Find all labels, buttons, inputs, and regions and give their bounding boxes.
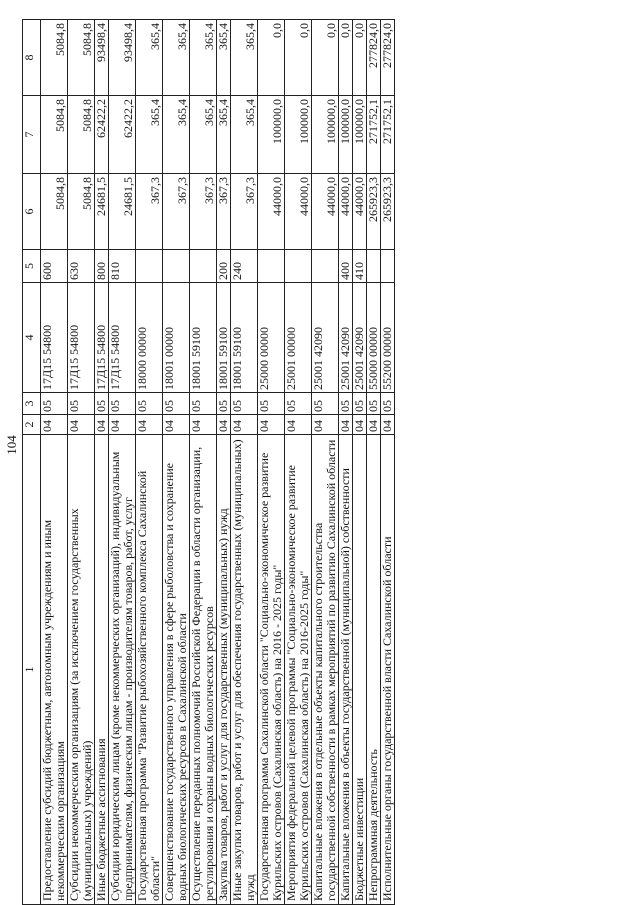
- subsection-code: 05: [68, 393, 95, 415]
- subsection-code: 05: [381, 393, 395, 415]
- column-header: 8: [23, 20, 41, 96]
- subsection-code: 05: [163, 393, 190, 415]
- expense-type-code: [381, 250, 395, 283]
- subsection-code: 05: [258, 393, 285, 415]
- subsection-code: 05: [136, 393, 163, 415]
- amount-year-2: 365,4: [136, 96, 163, 174]
- column-header: 1: [23, 435, 41, 905]
- section-code: 04: [68, 415, 95, 435]
- amount-year-3: 0,0: [312, 20, 339, 96]
- amount-year-2: 365,4: [231, 96, 258, 174]
- target-article-code: 55200 00000: [381, 283, 395, 393]
- target-article-code: 55000 00000: [367, 283, 381, 393]
- section-code: 04: [367, 415, 381, 435]
- section-code: 04: [217, 415, 231, 435]
- target-article-code: 25001 42090: [353, 283, 367, 393]
- target-article-code: 17Д15 54800: [109, 283, 136, 393]
- target-article-code: 18001 59100: [190, 283, 217, 393]
- section-code: 04: [285, 415, 312, 435]
- section-code: 04: [136, 415, 163, 435]
- amount-year-3: 365,4: [190, 20, 217, 96]
- amount-year-3: 277824,0: [381, 20, 395, 96]
- section-code: 04: [312, 415, 339, 435]
- amount-year-3: 365,4: [231, 20, 258, 96]
- subsection-code: 05: [312, 393, 339, 415]
- table-row: [95, 20, 109, 905]
- amount-year-2: 100000,0: [353, 96, 367, 174]
- amount-year-1: 5084,8: [68, 174, 95, 250]
- table-row: [231, 20, 258, 905]
- target-article-code: 18001 59100: [217, 283, 231, 393]
- expense-type-code: 200: [217, 250, 231, 283]
- subsection-code: 05: [231, 393, 258, 415]
- row-name: Капитальные вложения в отдельные объекты капитального строительства государственной собственности в рамках мероприятий по развитию Сахалинской области: [312, 435, 339, 905]
- target-article-code: 18001 59100: [231, 283, 258, 393]
- row-name: Капитальные вложения в объекты государственной (муниципальной) собственности: [339, 435, 353, 905]
- amount-year-3: 0,0: [258, 20, 285, 96]
- amount-year-1: 367,3: [217, 174, 231, 250]
- target-article-code: 25001 00000: [285, 283, 312, 393]
- expense-type-code: [136, 250, 163, 283]
- amount-year-3: 365,4: [136, 20, 163, 96]
- amount-year-1: 44000,0: [285, 174, 312, 250]
- subsection-code: 05: [367, 393, 381, 415]
- amount-year-1: 5084,8: [41, 174, 68, 250]
- section-code: 04: [258, 415, 285, 435]
- amount-year-2: 5084,8: [68, 96, 95, 174]
- target-article-code: 25001 42090: [339, 283, 353, 393]
- row-name: Непрограммная деятельность: [367, 435, 381, 905]
- expense-type-code: 810: [109, 250, 136, 283]
- row-name: Иные бюджетные ассигнования: [95, 435, 109, 905]
- table-row: [258, 20, 285, 905]
- table-row: [190, 20, 217, 905]
- budget-table: [22, 19, 395, 905]
- amount-year-1: 265923,3: [381, 174, 395, 250]
- expense-type-code: 410: [353, 250, 367, 283]
- row-name: Бюджетные инвестиции: [353, 435, 367, 905]
- subsection-code: 05: [285, 393, 312, 415]
- table-row: [136, 20, 163, 905]
- amount-year-1: 44000,0: [353, 174, 367, 250]
- expense-type-code: [285, 250, 312, 283]
- row-name: Государственная программа Сахалинской области "Социально-экономическое развитие Курильских островов (Сахалинская область) на 2016 - 2025 годы": [258, 435, 285, 905]
- amount-year-1: 367,3: [136, 174, 163, 250]
- subsection-code: 05: [217, 393, 231, 415]
- expense-type-code: 240: [231, 250, 258, 283]
- row-name: Совершенствование государственного управления в сфере рыболовства и сохранение водных биологических ресурсов в Сахалинской области: [163, 435, 190, 905]
- target-article-code: 18000 00000: [136, 283, 163, 393]
- table-row: [68, 20, 95, 905]
- amount-year-3: 5084,8: [41, 20, 68, 96]
- subsection-code: 05: [41, 393, 68, 415]
- amount-year-3: 365,4: [163, 20, 190, 96]
- target-article-code: 17Д15 54800: [95, 283, 109, 393]
- table-row: [353, 20, 367, 905]
- amount-year-1: 24681,5: [95, 174, 109, 250]
- table-row: [285, 20, 312, 905]
- section-code: 04: [381, 415, 395, 435]
- expense-type-code: [367, 250, 381, 283]
- column-header: 6: [23, 174, 41, 250]
- section-code: 04: [190, 415, 217, 435]
- amount-year-1: 367,3: [231, 174, 258, 250]
- amount-year-2: 100000,0: [339, 96, 353, 174]
- amount-year-2: 100000,0: [285, 96, 312, 174]
- table-body: [41, 20, 395, 905]
- amount-year-1: 367,3: [190, 174, 217, 250]
- expense-type-code: [258, 250, 285, 283]
- subsection-code: 05: [339, 393, 353, 415]
- amount-year-2: 365,4: [190, 96, 217, 174]
- amount-year-3: 365,4: [217, 20, 231, 96]
- section-code: 04: [163, 415, 190, 435]
- table-row: [217, 20, 231, 905]
- subsection-code: 05: [109, 393, 136, 415]
- amount-year-1: 44000,0: [258, 174, 285, 250]
- row-name: Закупка товаров, работ и услуг для государственных (муниципальных) нужд: [217, 435, 231, 905]
- subsection-code: 05: [190, 393, 217, 415]
- amount-year-3: 93498,4: [95, 20, 109, 96]
- table-row: [381, 20, 395, 905]
- table-row: [163, 20, 190, 905]
- section-code: 04: [41, 415, 68, 435]
- table-row: [109, 20, 136, 905]
- amount-year-2: 5084,8: [41, 96, 68, 174]
- expense-type-code: 630: [68, 250, 95, 283]
- column-header: 2: [23, 415, 41, 435]
- target-article-code: 17Д15 54800: [68, 283, 95, 393]
- target-article-code: 25000 00000: [258, 283, 285, 393]
- amount-year-3: 277824,0: [367, 20, 381, 96]
- row-name: Субсидии юридическим лицам (кроме некоммерческих организаций), индивидуальным предпринимателям, физическим лицам - производителям товаров, работ, услуг: [109, 435, 136, 905]
- target-article-code: 18001 00000: [163, 283, 190, 393]
- amount-year-3: 0,0: [285, 20, 312, 96]
- table-row: [41, 20, 68, 905]
- row-name: Предоставление субсидий бюджетным, автономным учреждениям и иным некоммерческим организациям: [41, 435, 68, 905]
- section-code: 04: [339, 415, 353, 435]
- amount-year-3: 93498,4: [109, 20, 136, 96]
- column-header: 7: [23, 96, 41, 174]
- amount-year-3: 5084,8: [68, 20, 95, 96]
- table-row: [367, 20, 381, 905]
- amount-year-1: 44000,0: [339, 174, 353, 250]
- table-row: [339, 20, 353, 905]
- section-code: 04: [95, 415, 109, 435]
- column-header: 3: [23, 393, 41, 415]
- page-number: 104: [4, 435, 19, 455]
- expense-type-code: 400: [339, 250, 353, 283]
- row-name: Иные закупки товаров, работ и услуг для обеспечения государственных (муниципальных) нужд: [231, 435, 258, 905]
- amount-year-2: 100000,0: [312, 96, 339, 174]
- target-article-code: 25001 42090: [312, 283, 339, 393]
- row-name: Государственная программа "Развитие рыбохозяйственного комплекса Сахалинской области": [136, 435, 163, 905]
- amount-year-1: 24681,5: [109, 174, 136, 250]
- row-name: Осуществление переданных полномочий Российской Федерации в области организации, регулирования и охраны водных биологических ресурсов: [190, 435, 217, 905]
- amount-year-2: 271752,1: [367, 96, 381, 174]
- subsection-code: 05: [95, 393, 109, 415]
- expense-type-code: [312, 250, 339, 283]
- amount-year-2: 100000,0: [258, 96, 285, 174]
- row-name: Субсидии некоммерческим организациям (за исключением государственных (муниципальных) учреждений): [68, 435, 95, 905]
- expense-type-code: [190, 250, 217, 283]
- amount-year-3: 0,0: [353, 20, 367, 96]
- amount-year-2: 271752,1: [381, 96, 395, 174]
- expense-type-code: 800: [95, 250, 109, 283]
- amount-year-3: 0,0: [339, 20, 353, 96]
- subsection-code: 05: [353, 393, 367, 415]
- expense-type-code: [163, 250, 190, 283]
- section-code: 04: [231, 415, 258, 435]
- amount-year-2: 365,4: [163, 96, 190, 174]
- column-header: 4: [23, 283, 41, 393]
- row-name: Исполнительные органы государственной власти Сахалинской области: [381, 435, 395, 905]
- table-row: [312, 20, 339, 905]
- row-name: Мероприятия федеральной целевой программы "Социально-экономическое развитие Курильских островов (Сахалинская область) на 2016-2025 годы": [285, 435, 312, 905]
- header-row: [23, 20, 41, 905]
- section-code: 04: [353, 415, 367, 435]
- amount-year-1: 265923,3: [367, 174, 381, 250]
- section-code: 04: [109, 415, 136, 435]
- amount-year-1: 367,3: [163, 174, 190, 250]
- amount-year-2: 365,4: [217, 96, 231, 174]
- amount-year-2: 62422,2: [109, 96, 136, 174]
- target-article-code: 17Д15 54800: [41, 283, 68, 393]
- amount-year-2: 62422,2: [95, 96, 109, 174]
- amount-year-1: 44000,0: [312, 174, 339, 250]
- column-header: 5: [23, 250, 41, 283]
- expense-type-code: 600: [41, 250, 68, 283]
